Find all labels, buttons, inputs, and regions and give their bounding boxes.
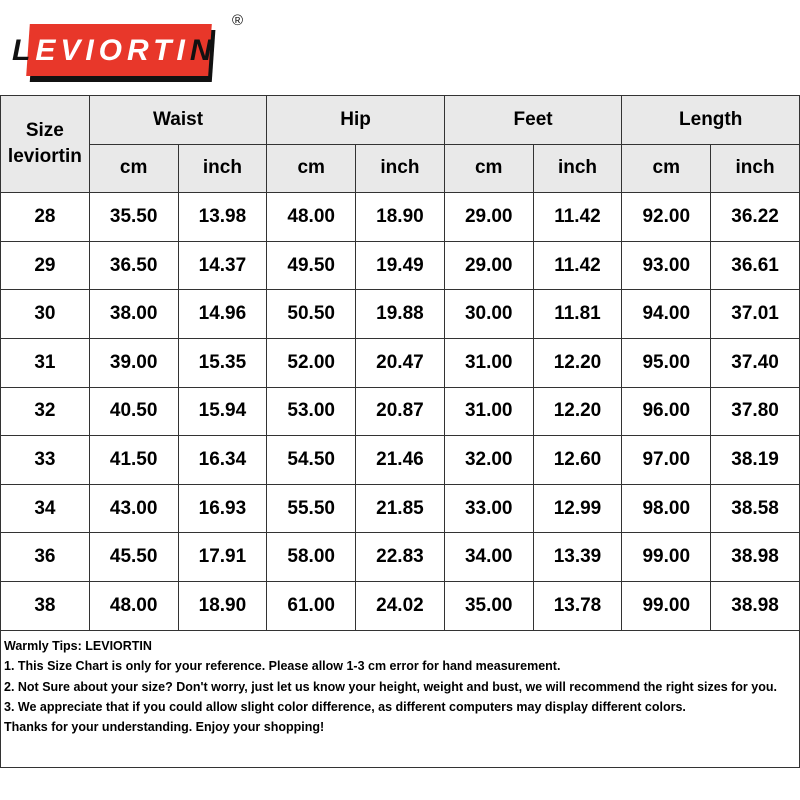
cell-hip-inch: 24.02 bbox=[356, 581, 445, 630]
table-row bbox=[1, 581, 800, 630]
cell-hip-inch: 19.88 bbox=[356, 290, 445, 339]
tip-1: 1. This Size Chart is only for your reference. Please allow 1-3 cm error for hand measurement. bbox=[4, 659, 561, 674]
cell-length-cm: 96.00 bbox=[622, 387, 711, 436]
brand-label: leviortin bbox=[7, 146, 82, 168]
cell-feet-inch: 12.60 bbox=[533, 436, 622, 485]
cell-length-cm: 99.00 bbox=[622, 533, 711, 582]
feet-header: Feet bbox=[444, 96, 622, 145]
cell-feet-inch: 12.20 bbox=[533, 338, 622, 387]
cell-length-cm: 92.00 bbox=[622, 193, 711, 242]
header-row-units bbox=[1, 144, 800, 193]
cell-length-inch: 37.40 bbox=[711, 338, 800, 387]
unit-inch: inch bbox=[711, 144, 800, 193]
cell-waist-cm: 40.50 bbox=[89, 387, 178, 436]
cell-waist-cm: 48.00 bbox=[89, 581, 178, 630]
table-row bbox=[1, 290, 800, 339]
tip-3: 3. We appreciate that if you could allow slight color difference, as different computers may display different colors. bbox=[4, 699, 686, 714]
cell-length-cm: 93.00 bbox=[622, 241, 711, 290]
cell-hip-inch: 21.85 bbox=[356, 484, 445, 533]
cell-length-cm: 99.00 bbox=[622, 581, 711, 630]
table-row bbox=[1, 436, 800, 485]
cell-waist-inch: 15.94 bbox=[178, 387, 267, 436]
cell-feet-inch: 11.81 bbox=[533, 290, 622, 339]
cell-length-inch: 36.61 bbox=[711, 241, 800, 290]
length-header: Length bbox=[622, 96, 800, 145]
table-row bbox=[1, 241, 800, 290]
cell-hip-inch: 21.46 bbox=[356, 436, 445, 485]
waist-header: Waist bbox=[89, 96, 267, 145]
cell-hip-cm: 48.00 bbox=[267, 193, 356, 242]
cell-length-inch: 37.80 bbox=[711, 387, 800, 436]
registered-mark: ® bbox=[232, 12, 244, 29]
cell-waist-cm: 41.50 bbox=[89, 436, 178, 485]
cell-waist-inch: 16.93 bbox=[178, 484, 267, 533]
cell-hip-cm: 53.00 bbox=[267, 387, 356, 436]
cell-length-inch: 38.58 bbox=[711, 484, 800, 533]
cell-hip-cm: 50.50 bbox=[267, 290, 356, 339]
cell-waist-inch: 16.34 bbox=[178, 436, 267, 485]
cell-size: 28 bbox=[1, 193, 90, 242]
cell-hip-inch: 22.83 bbox=[356, 533, 445, 582]
cell-length-inch: 38.19 bbox=[711, 436, 800, 485]
brand-logo bbox=[10, 12, 250, 88]
cell-hip-inch: 20.87 bbox=[356, 387, 445, 436]
cell-feet-cm: 29.00 bbox=[444, 241, 533, 290]
cell-feet-inch: 11.42 bbox=[533, 241, 622, 290]
unit-cm: cm bbox=[267, 144, 356, 193]
size-label: Size bbox=[25, 120, 64, 142]
hip-header: Hip bbox=[267, 96, 445, 145]
cell-hip-cm: 54.50 bbox=[267, 436, 356, 485]
cell-feet-cm: 31.00 bbox=[444, 387, 533, 436]
cell-feet-cm: 30.00 bbox=[444, 290, 533, 339]
cell-length-inch: 36.22 bbox=[711, 193, 800, 242]
cell-waist-cm: 45.50 bbox=[89, 533, 178, 582]
cell-hip-cm: 55.50 bbox=[267, 484, 356, 533]
cell-waist-cm: 43.00 bbox=[89, 484, 178, 533]
cell-feet-inch: 13.39 bbox=[533, 533, 622, 582]
tip-2: 2. Not Sure about your size? Don't worry, just let us know your height, weight and bust, we will recommend the right sizes for you. bbox=[4, 679, 777, 694]
table-row bbox=[1, 193, 800, 242]
unit-inch: inch bbox=[356, 144, 445, 193]
cell-feet-cm: 33.00 bbox=[444, 484, 533, 533]
tips-box bbox=[0, 628, 800, 768]
table-row bbox=[1, 484, 800, 533]
cell-feet-cm: 35.00 bbox=[444, 581, 533, 630]
cell-size: 33 bbox=[1, 436, 90, 485]
cell-feet-cm: 31.00 bbox=[444, 338, 533, 387]
cell-length-inch: 37.01 bbox=[711, 290, 800, 339]
size-header bbox=[1, 96, 90, 193]
cell-hip-cm: 49.50 bbox=[267, 241, 356, 290]
cell-feet-cm: 32.00 bbox=[444, 436, 533, 485]
cell-feet-cm: 34.00 bbox=[444, 533, 533, 582]
cell-size: 29 bbox=[1, 241, 90, 290]
cell-size: 38 bbox=[1, 581, 90, 630]
cell-hip-cm: 61.00 bbox=[267, 581, 356, 630]
unit-inch: inch bbox=[533, 144, 622, 193]
cell-feet-inch: 12.20 bbox=[533, 387, 622, 436]
cell-feet-inch: 12.99 bbox=[533, 484, 622, 533]
cell-length-cm: 97.00 bbox=[622, 436, 711, 485]
cell-size: 31 bbox=[1, 338, 90, 387]
cell-waist-inch: 13.98 bbox=[178, 193, 267, 242]
cell-waist-cm: 36.50 bbox=[89, 241, 178, 290]
header-row-groups bbox=[1, 96, 800, 145]
cell-size: 36 bbox=[1, 533, 90, 582]
cell-feet-inch: 11.42 bbox=[533, 193, 622, 242]
unit-cm: cm bbox=[622, 144, 711, 193]
tips-thanks: Thanks for your understanding. Enjoy your shopping! bbox=[4, 720, 325, 735]
unit-cm: cm bbox=[444, 144, 533, 193]
cell-waist-inch: 17.91 bbox=[178, 533, 267, 582]
cell-waist-inch: 14.96 bbox=[178, 290, 267, 339]
unit-inch: inch bbox=[178, 144, 267, 193]
cell-hip-inch: 20.47 bbox=[356, 338, 445, 387]
table-row bbox=[1, 533, 800, 582]
cell-size: 32 bbox=[1, 387, 90, 436]
cell-hip-inch: 18.90 bbox=[356, 193, 445, 242]
cell-feet-cm: 29.00 bbox=[444, 193, 533, 242]
table-row bbox=[1, 338, 800, 387]
unit-cm: cm bbox=[89, 144, 178, 193]
cell-hip-cm: 58.00 bbox=[267, 533, 356, 582]
table-body bbox=[1, 193, 800, 630]
table-row bbox=[1, 387, 800, 436]
cell-waist-inch: 18.90 bbox=[178, 581, 267, 630]
cell-waist-inch: 15.35 bbox=[178, 338, 267, 387]
cell-size: 30 bbox=[1, 290, 90, 339]
cell-waist-inch: 14.37 bbox=[178, 241, 267, 290]
cell-size: 34 bbox=[1, 484, 90, 533]
logo-text: LEVIORTIN bbox=[12, 34, 217, 67]
cell-length-cm: 94.00 bbox=[622, 290, 711, 339]
cell-waist-cm: 35.50 bbox=[89, 193, 178, 242]
cell-hip-inch: 19.49 bbox=[356, 241, 445, 290]
cell-hip-cm: 52.00 bbox=[267, 338, 356, 387]
cell-waist-cm: 39.00 bbox=[89, 338, 178, 387]
cell-length-cm: 98.00 bbox=[622, 484, 711, 533]
cell-waist-cm: 38.00 bbox=[89, 290, 178, 339]
cell-length-cm: 95.00 bbox=[622, 338, 711, 387]
cell-length-inch: 38.98 bbox=[711, 581, 800, 630]
tips-title: Warmly Tips: LEVIORTIN bbox=[4, 639, 152, 653]
cell-feet-inch: 13.78 bbox=[533, 581, 622, 630]
cell-length-inch: 38.98 bbox=[711, 533, 800, 582]
size-chart-table bbox=[0, 95, 800, 631]
